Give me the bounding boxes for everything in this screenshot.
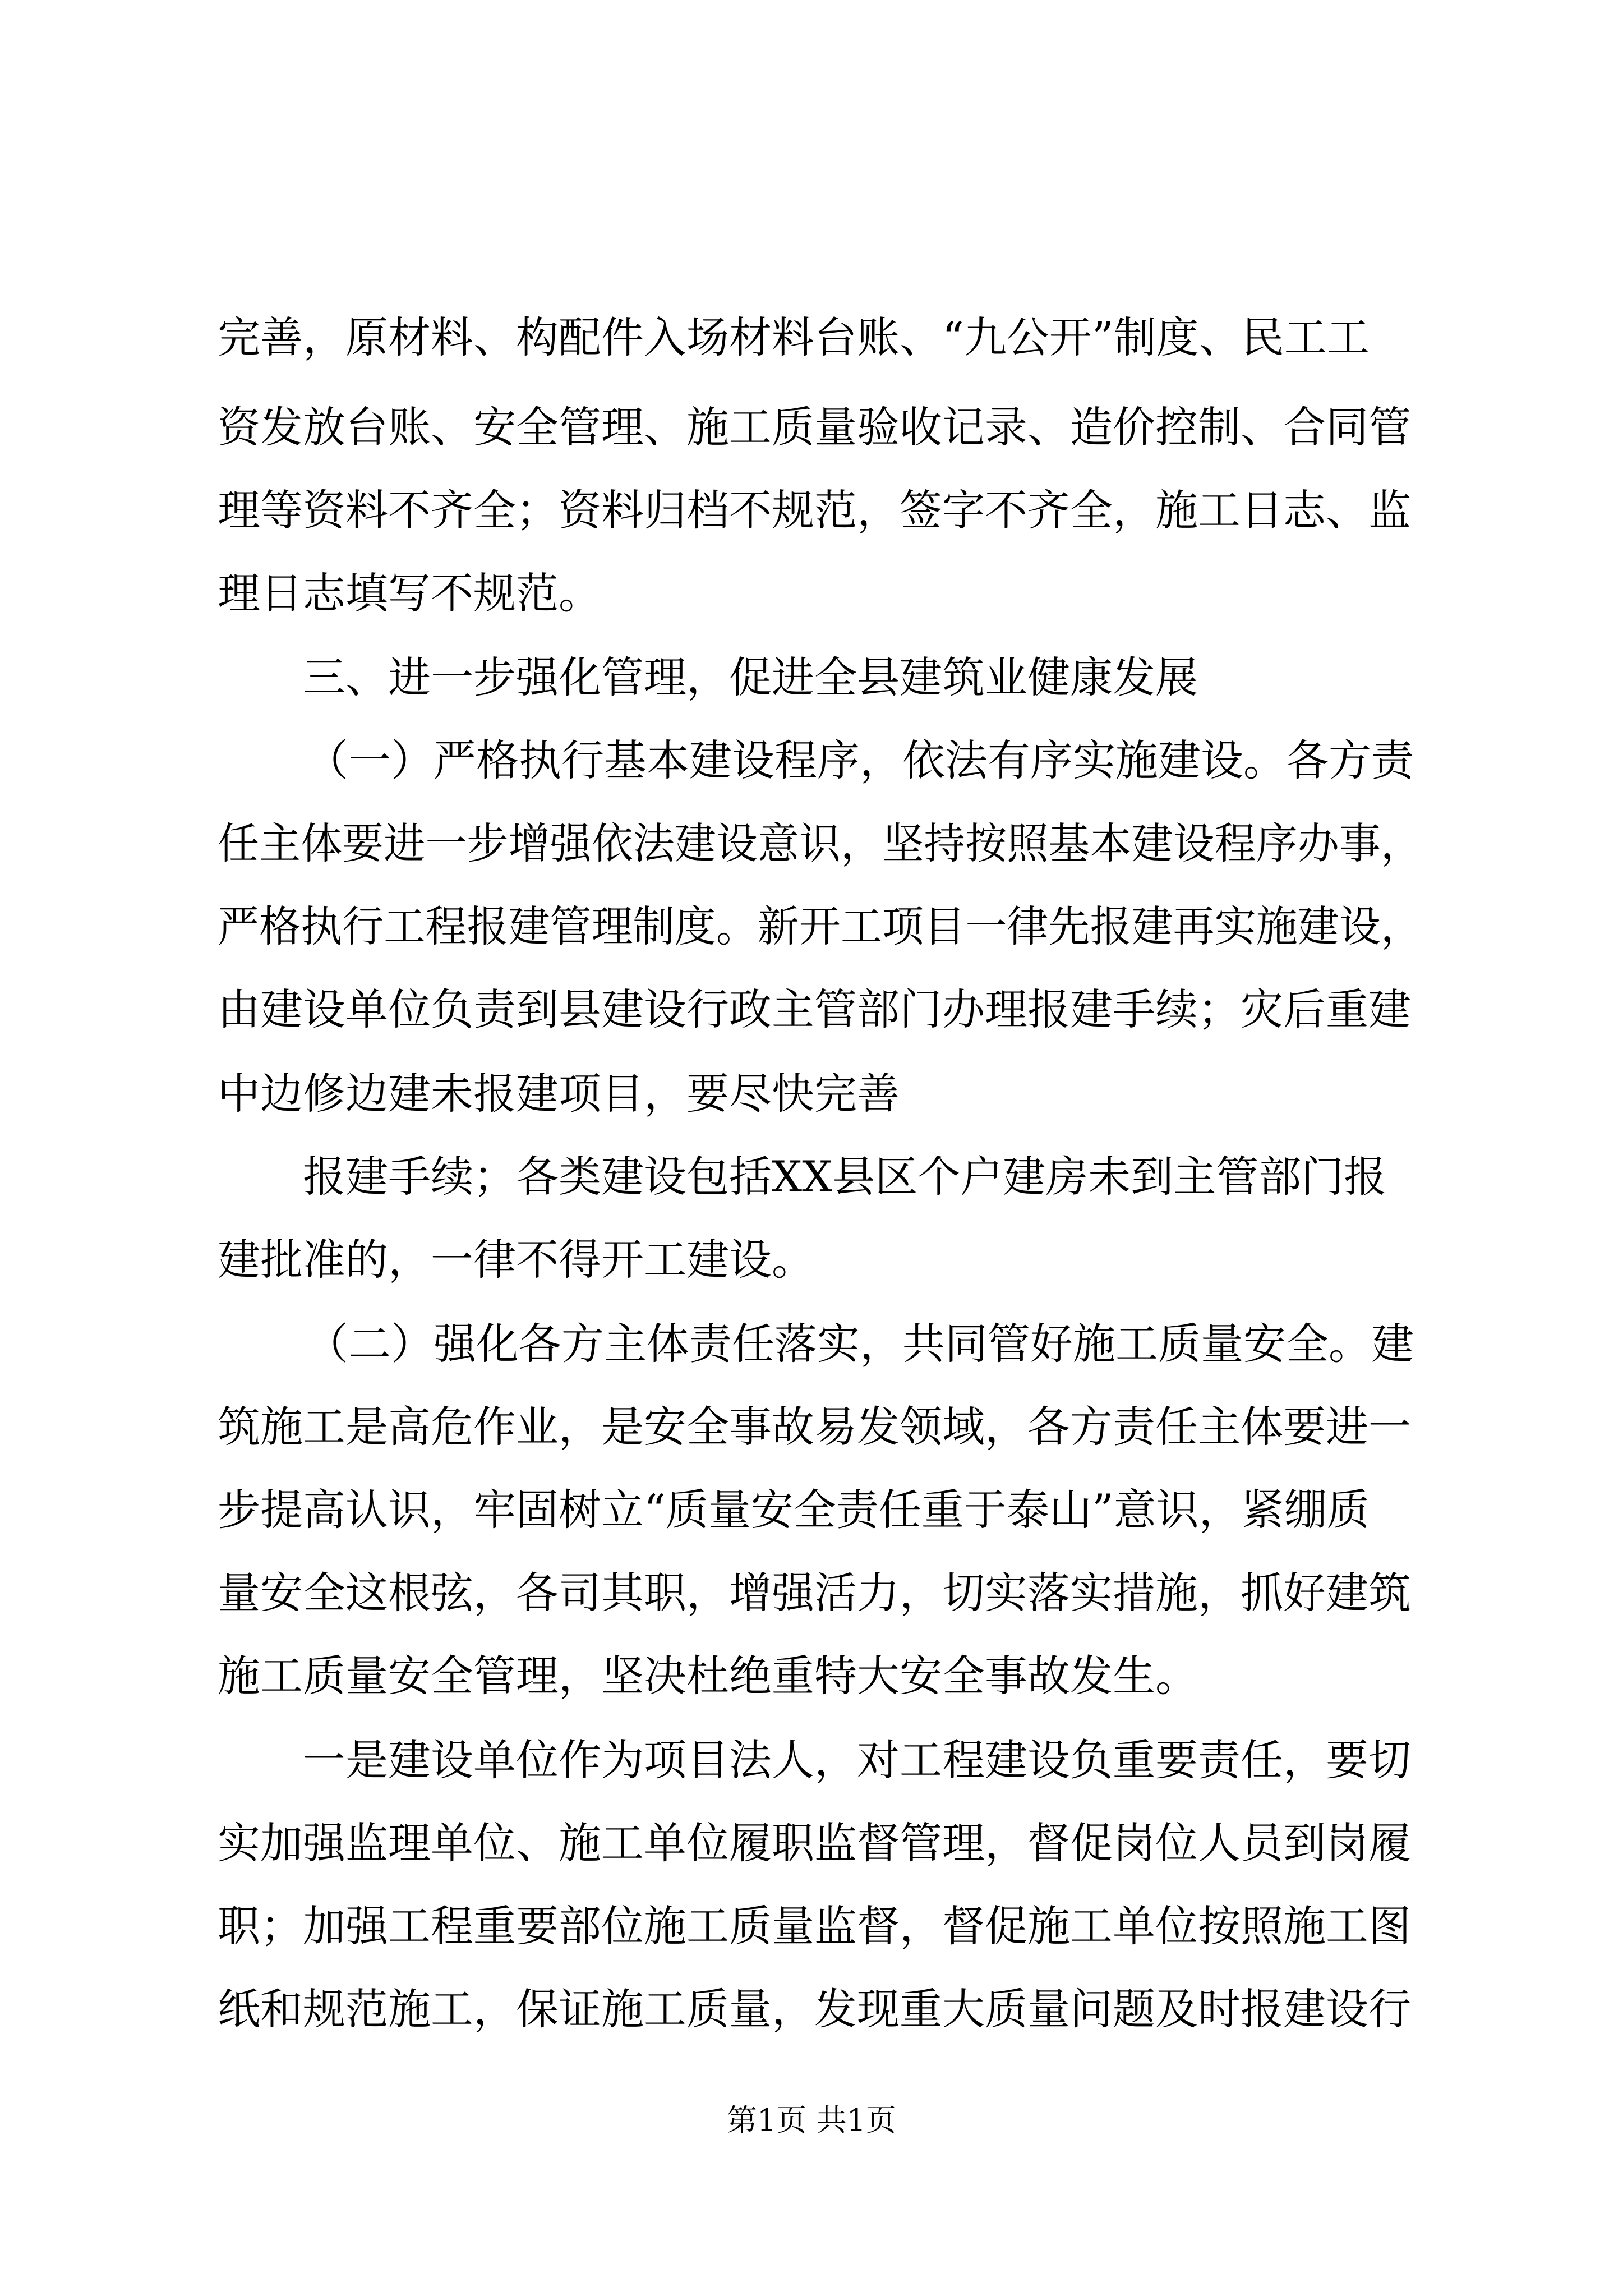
text-line: [0, 1798, 1623, 1888]
text-line: [0, 1881, 1623, 1971]
line-text: （一）严格执行基本建设程序，依法有序实施建设。各方责: [306, 735, 1414, 785]
line-text: 实加强监理单位、施工单位履职监督管理，督促岗位人员到岗履: [218, 1818, 1411, 1868]
line-text: 量安全这根弦，各司其职，增强活力，切实落实措施，抓好建筑: [218, 1568, 1411, 1618]
page-footer: 第1页 共1页: [727, 2102, 896, 2138]
text-line: [0, 716, 1623, 806]
line-text: 报建手续；各类建设包括XX县区个户建房未到主管部门报: [303, 1152, 1387, 1202]
line-text: 筑施工是高危作业，是安全事故易发领域，各方责任主体要进一: [218, 1402, 1411, 1452]
line-text: 建批准的，一律不得开工建设。: [218, 1235, 814, 1285]
line-text: 施工质量安全管理，坚决杜绝重特大安全事故发生。: [218, 1651, 1198, 1701]
line-text: 理日志填写不规范。: [218, 568, 601, 618]
line-text: （二）强化各方主体责任落实，共同管好施工质量安全。建: [306, 1319, 1414, 1369]
line-text: 理等资料不齐全；资料归档不规范，签字不齐全，施工日志、监: [218, 485, 1411, 535]
text-line: [0, 965, 1623, 1055]
text-line: [0, 882, 1623, 972]
text-line: [0, 1382, 1623, 1472]
line-text: 纸和规范施工，保证施工质量，发现重大质量问题及时报建设行: [218, 1984, 1411, 2034]
text-line: [0, 1132, 1623, 1222]
text-line: [0, 466, 1623, 555]
text-line: [0, 1631, 1623, 1721]
line-text: 一是建设单位作为项目法人，对工程建设负重要责任，要切: [303, 1735, 1411, 1785]
text-line: [0, 293, 1623, 383]
line-text: 由建设单位负责到县建设行政主管部门办理报建手续；灾后重建: [218, 984, 1411, 1034]
text-line: [0, 1215, 1623, 1305]
text-line: [0, 549, 1623, 638]
text-line: [0, 1548, 1623, 1638]
text-line: [0, 799, 1623, 889]
line-text: 三、进一步强化管理，促进全县建筑业健康发展: [303, 652, 1198, 702]
text-line: [0, 1964, 1623, 2054]
line-text: 职；加强工程重要部位施工质量监督，督促施工单位按照施工图: [218, 1901, 1411, 1951]
section-heading: [0, 633, 1623, 723]
text-line: [0, 1465, 1623, 1555]
text-line: [0, 1715, 1623, 1805]
text-line: [0, 383, 1623, 472]
text-line: [0, 1049, 1623, 1139]
line-text: 任主体要进一步增强依法建设意识，坚持按照基本建设程序办事，: [218, 818, 1422, 868]
line-text: 资发放台账、安全管理、施工质量验收记录、造价控制、合同管: [218, 402, 1411, 452]
line-text: 完善，原材料、构配件入场材料台账、“九公开”制度、民工工: [218, 312, 1370, 362]
line-text: 中边修边建未报建项目，要尽快完善: [218, 1069, 900, 1119]
text-line: [0, 1299, 1623, 1389]
line-text: 步提高认识，牢固树立“质量安全责任重于泰山”意识，紧绷质: [218, 1485, 1370, 1535]
line-text: 严格执行工程报建管理制度。新开工项目一律先报建再实施建设，: [218, 901, 1422, 951]
